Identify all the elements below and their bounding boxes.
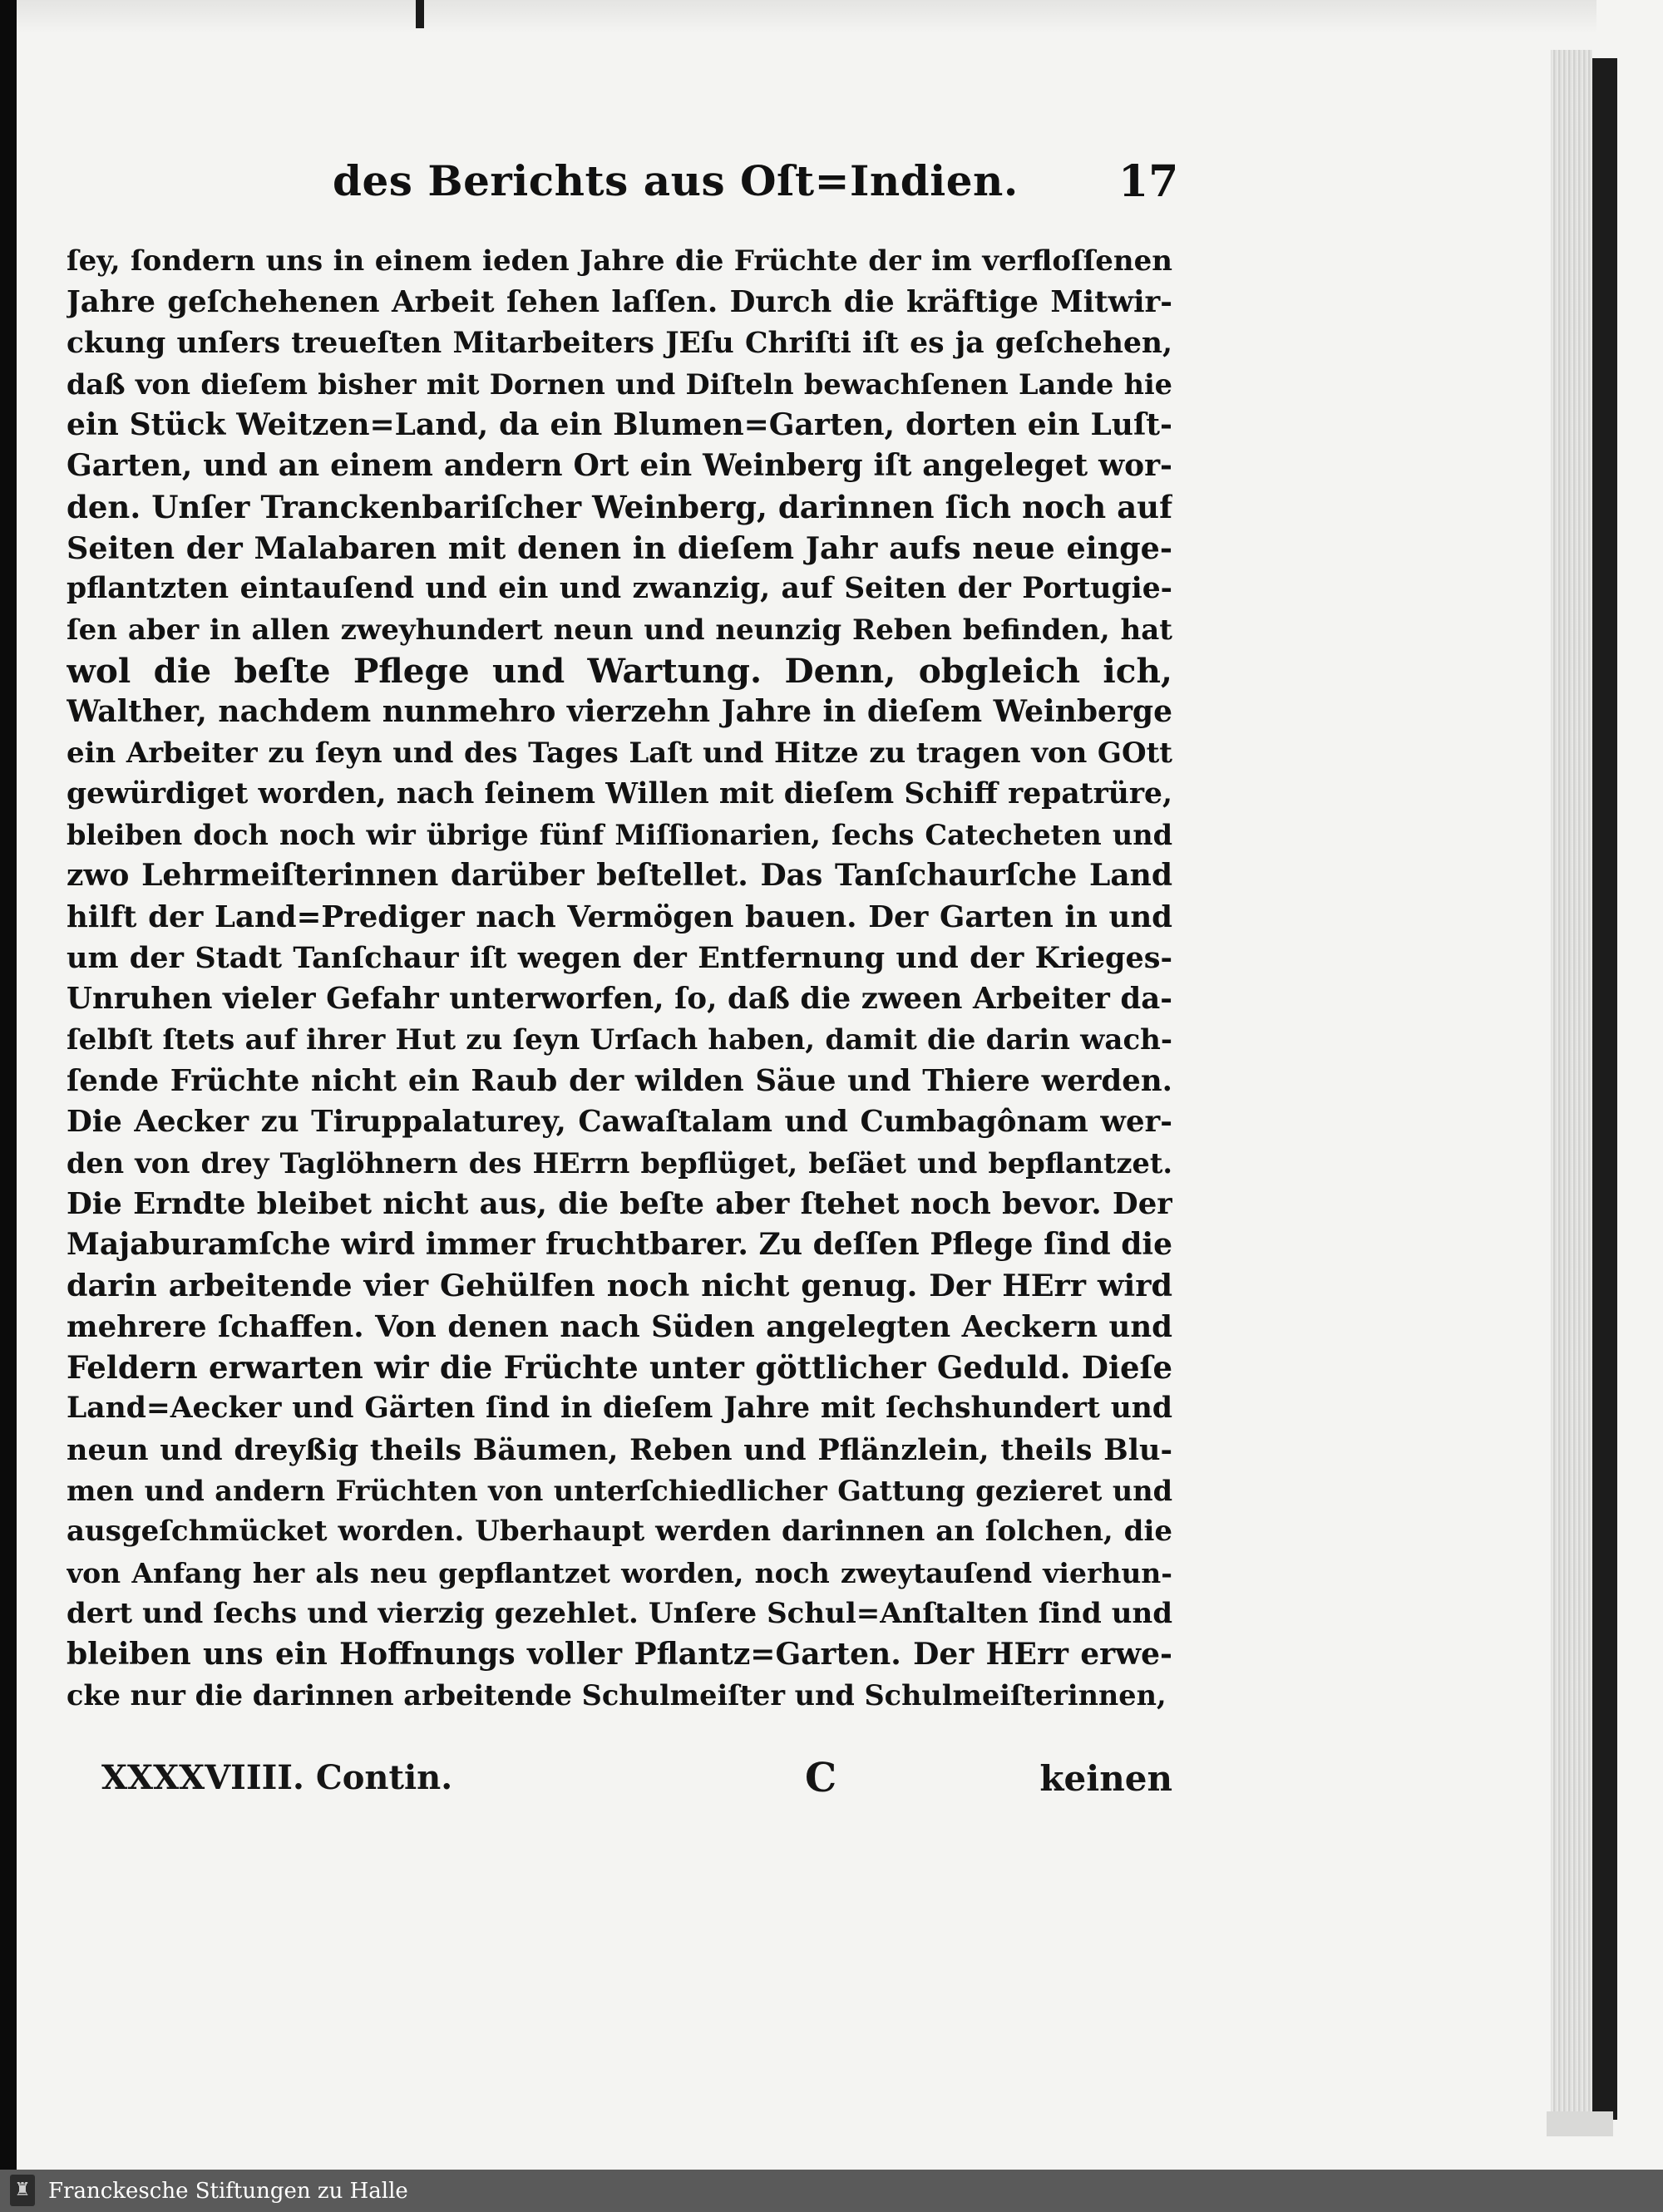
text-line: neun und dreyßig theils Bäumen, Reben und Pflänzlein, theils Blu- xyxy=(67,1432,1172,1467)
text-line: darin arbeitende vier Gehülfen noch nicht genug. Der HErr wird xyxy=(67,1268,1172,1304)
signature-mark: XXXXVIIII. Contin. xyxy=(101,1758,453,1797)
body-text xyxy=(67,241,1172,1717)
text-line: von Anfang her als neu gepflantzet worden, noch zweytauſend vierhun- xyxy=(67,1556,1172,1589)
text-line: ſey, ſondern uns in einem ieden Jahre die Früchte der im verfloſſenen xyxy=(67,244,1172,278)
page-header xyxy=(333,156,1164,209)
book-page-edges xyxy=(1551,50,1592,2128)
text-line: dert und ſechs und vierzig gezehlet. Unſere Schul=Anſtalten ſind und xyxy=(67,1596,1172,1630)
text-line: ausgeſchmücket worden. Uberhaupt werden darinnen an ſolchen, die xyxy=(67,1515,1172,1549)
text-line: ein Arbeiter zu ſeyn und des Tages Laſt und Hitze zu tragen von GOtt xyxy=(67,736,1172,770)
running-title: des Berichts aus Oſt=Indien. xyxy=(333,156,1019,205)
text-line: Walther, nachdem nunmehro vierzehn Jahre in dieſem Weinberge xyxy=(67,694,1172,730)
top-scan-strip xyxy=(17,0,1596,33)
text-line: bleiben doch noch wir übrige fünf Miſſionarien, ſechs Catecheten und xyxy=(67,819,1172,852)
text-line: ckung unſers treueſten Mitarbeiters JEſu Chriſti iſt es ja geſchehen, xyxy=(67,326,1172,360)
institution-name: Franckesche Stiftungen zu Halle xyxy=(48,2179,408,2204)
text-line: Feldern erwarten wir die Früchte unter göttlicher Geduld. Dieſe xyxy=(67,1349,1172,1387)
top-scan-mark xyxy=(416,0,424,28)
text-line: um der Stadt Tanſchaur iſt wegen der Entfernung und der Krieges- xyxy=(67,941,1172,976)
institution-logo-glyph-icon: ♜ xyxy=(14,2180,31,2200)
text-line: ſelbſt ſtets auf ihrer Hut zu ſeyn Urſach haben, damit die darin wach- xyxy=(67,1022,1172,1057)
text-line: gewürdiget worden, nach ſeinem Willen mit dieſem Schiff repatrüre, xyxy=(67,776,1172,810)
text-line: pflantzten eintauſend und ein und zwanzig, auf Seiten der Portugie- xyxy=(67,572,1172,606)
book-page-edge-bottom xyxy=(1547,2111,1613,2136)
text-line: daß von dieſem bisher mit Dornen und Diſteln bewachſenen Lande hie xyxy=(67,367,1172,401)
text-line: Majaburamſche wird immer fruchtbarer. Zu deſſen Pflege ſind die xyxy=(67,1227,1172,1263)
text-line: bleiben uns ein Hoffnungs voller Pflantz=Garten. Der HErr erwe- xyxy=(67,1637,1172,1673)
page-number: 17 xyxy=(1118,156,1179,207)
text-line: men und andern Früchten von unterſchiedlicher Gattung gezieret und xyxy=(67,1474,1172,1507)
text-line: Die Aecker zu Tiruppalaturey, Cawaſtalam und Cumbagônam wer- xyxy=(67,1105,1172,1140)
text-line: Die Erndte bleibet nicht aus, die beſte aber ſtehet noch bevor. Der xyxy=(67,1186,1172,1221)
text-line: Jahre geſchehenen Arbeit ſehen laſſen. Durch die kräftige Mitwir- xyxy=(67,285,1172,320)
book-cover-edge xyxy=(1592,58,1617,2120)
catchword: keinen xyxy=(1039,1758,1172,1799)
text-line: ſen aber in allen zweyhundert neun und neunzig Reben befinden, hat xyxy=(67,613,1172,647)
text-line: mehrere ſchaffen. Von denen nach Süden angelegten Aeckern und xyxy=(67,1309,1172,1344)
sheet-mark: C xyxy=(805,1755,837,1801)
text-line: zwo Lehrmeiſterinnen darüber beſtellet. Das Tanſchaurſche Land xyxy=(67,858,1172,894)
text-line: Seiten der Malabaren mit denen in dieſem Jahr aufs neue einge- xyxy=(67,530,1172,567)
left-scan-border xyxy=(0,0,17,2170)
text-line: Garten, und an einem andern Ort ein Weinberg iſt angeleget wor- xyxy=(67,448,1172,484)
text-line: wol die beſte Pflege und Wartung. Denn, obgleich ich, xyxy=(67,650,1172,691)
page-footer xyxy=(67,1755,1172,1808)
text-line: den. Unſer Tranckenbariſcher Weinberg, darinnen ſich noch auf xyxy=(67,488,1172,525)
text-line: ein Stück Weitzen=Land, da ein Blumen=Garten, dorten ein Luſt- xyxy=(67,407,1172,443)
text-line: ſende Früchte nicht ein Raub der wilden Säue und Thiere werden. xyxy=(67,1063,1172,1098)
text-line: cke nur die darinnen arbeitende Schulmeiſter und Schulmeiſterinnen, xyxy=(67,1679,1167,1712)
text-line: Land=Aecker und Gärten ſind in dieſem Jahre mit ſechshundert und xyxy=(67,1392,1172,1426)
text-line: den von drey Taglöhnern des HErrn bepflüget, beſäet und bepflantzet. xyxy=(67,1146,1172,1180)
text-line: Unruhen vieler Gefahr unterworfen, ſo, daß die zween Arbeiter da- xyxy=(67,982,1172,1017)
text-line: hilft der Land=Prediger nach Vermögen bauen. Der Garten in und xyxy=(67,899,1172,934)
